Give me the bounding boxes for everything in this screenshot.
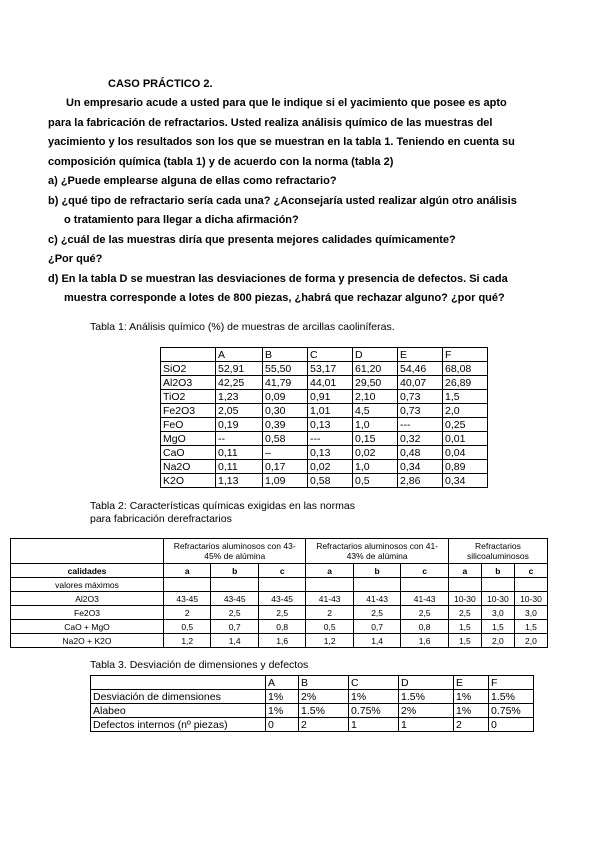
table2-value-cell: 0,8 [401, 620, 448, 634]
table1-header-cell: D [353, 348, 398, 362]
table2-quality-cell: b [481, 564, 514, 578]
table1-value-cell: 42,25 [216, 376, 263, 390]
table2-group-row [11, 539, 548, 564]
table2-value-cell: 10-30 [481, 592, 514, 606]
table1-compound-cell: Al2O3 [161, 376, 216, 390]
table1-row [161, 418, 488, 432]
table3-header-cell: A [266, 676, 299, 690]
table1-compound-cell: Na2O [161, 460, 216, 474]
table3-value-cell: 0 [266, 718, 299, 732]
table2-value-cell: 1,2 [164, 634, 211, 648]
table1-compound-cell: TiO2 [161, 390, 216, 404]
table1-value-cell: – [263, 446, 308, 460]
table1-compound-cell: SiO2 [161, 362, 216, 376]
table2-value-cell: 1,6 [258, 634, 305, 648]
table1-value-cell: 53,17 [308, 362, 353, 376]
case-statement [48, 94, 518, 309]
table2-empty-cell [353, 578, 400, 592]
table3-label-cell: Desviación de dimensiones [91, 690, 266, 704]
table3-value-cell: 2 [299, 718, 349, 732]
table2-empty-cell [481, 578, 514, 592]
table2-quality-cell: a [164, 564, 211, 578]
table3-header-cell: C [349, 676, 399, 690]
table1-value-cell: 2,10 [353, 390, 398, 404]
table2-value-cell: 3,0 [514, 606, 547, 620]
table1-value-cell: 2,86 [398, 474, 443, 488]
chemical-analysis-table [160, 347, 488, 488]
table1-value-cell: 44,01 [308, 376, 353, 390]
table1-value-cell: 55,50 [263, 362, 308, 376]
table2-value-cell: 0,5 [164, 620, 211, 634]
table2-group-header: Refractarios aluminosos con 43-45% de alúmina [164, 539, 306, 564]
table1-row [161, 376, 488, 390]
table3-header-cell: B [299, 676, 349, 690]
table2-value-cell: 43-45 [211, 592, 258, 606]
table2-group-header: Refractarios aluminosos con 41-43% de alúmina [306, 539, 448, 564]
table1-value-cell: 52,91 [216, 362, 263, 376]
table3-value-cell: 1% [454, 704, 489, 718]
table3-value-cell: 1.5% [399, 690, 454, 704]
table2-value-cell: 2,5 [448, 606, 481, 620]
table1-value-cell: 0,13 [308, 418, 353, 432]
table2-value-cell: 10-30 [514, 592, 547, 606]
table1-header-cell: C [308, 348, 353, 362]
table1-row [161, 474, 488, 488]
table2-subheader-row [11, 564, 548, 578]
question-c: c) ¿cuál de las muestras diría que presenta mejores calidades químicamente? [48, 233, 456, 246]
table1-value-cell: 0,02 [353, 446, 398, 460]
table3-row [91, 704, 534, 718]
table2-value-cell: 0,8 [258, 620, 305, 634]
table2-value-cell: 1,5 [514, 620, 547, 634]
table2-empty-cell [306, 578, 353, 592]
table1-value-cell: 2,05 [216, 404, 263, 418]
table2-quality-cell: c [514, 564, 547, 578]
table2-caption-line2: para fabricación derefractarios [90, 513, 232, 525]
table1-row [161, 460, 488, 474]
case-title: CASO PRÁCTICO 2. [108, 78, 213, 90]
table1-value-cell: 0,32 [398, 432, 443, 446]
table1-value-cell: --- [398, 418, 443, 432]
table3-value-cell: 2% [299, 690, 349, 704]
table1-value-cell: 26,89 [443, 376, 488, 390]
table2-compound-cell: Fe2O3 [11, 606, 164, 620]
table2-row [11, 620, 548, 634]
table1-value-cell: 1,09 [263, 474, 308, 488]
table1-value-cell: 0,48 [398, 446, 443, 460]
table3-header-cell: D [399, 676, 454, 690]
table1-value-cell: 4,5 [353, 404, 398, 418]
table2-caption-line1: Tabla 2: Características químicas exigidas en las normas [90, 500, 355, 512]
table1-value-cell: 0,02 [308, 460, 353, 474]
table1-value-cell: 54,46 [398, 362, 443, 376]
table1-value-cell: 1,5 [443, 390, 488, 404]
table1-value-cell: 0,01 [443, 432, 488, 446]
table2-value-cell: 2,5 [258, 606, 305, 620]
table1-value-cell: 0,30 [263, 404, 308, 418]
table3-caption: Tabla 3. Desviación de dimensiones y defectos [90, 659, 309, 671]
table2-compound-cell: Na2O + K2O [11, 634, 164, 648]
table1-value-cell: 0,73 [398, 390, 443, 404]
table1-value-cell: 1,0 [353, 418, 398, 432]
table3-header-cell: E [454, 676, 489, 690]
table3-value-cell: 1% [266, 704, 299, 718]
table1-value-cell: 2,0 [443, 404, 488, 418]
table1-value-cell: 0,58 [263, 432, 308, 446]
table1-compound-cell: FeO [161, 418, 216, 432]
table2-value-cell: 0,7 [211, 620, 258, 634]
table2-value-cell: 2 [164, 606, 211, 620]
table2-max-label: valores máximos [11, 578, 164, 592]
table1-compound-cell: Fe2O3 [161, 404, 216, 418]
table3-value-cell: 2% [399, 704, 454, 718]
table3-header-cell: F [489, 676, 534, 690]
table2-quality-cell: b [211, 564, 258, 578]
table2-calidades-label: calidades [11, 564, 164, 578]
table1-row [161, 404, 488, 418]
table2-value-cell: 43-45 [258, 592, 305, 606]
table2-group-header: Refractarios silicoaluminosos [448, 539, 547, 564]
table1-value-cell: 0,73 [398, 404, 443, 418]
table1-value-cell: 1,0 [353, 460, 398, 474]
table2-empty-cell [448, 578, 481, 592]
table1-value-cell: 0,11 [216, 446, 263, 460]
table3-label-cell: Alabeo [91, 704, 266, 718]
table2-value-cell: 2,0 [481, 634, 514, 648]
table2-value-cell: 1,4 [211, 634, 258, 648]
table1-value-cell: 0,39 [263, 418, 308, 432]
table3-value-cell: 1% [454, 690, 489, 704]
table2-quality-cell: a [306, 564, 353, 578]
table3-value-cell: 1% [266, 690, 299, 704]
table2-row [11, 634, 548, 648]
table1-row [161, 432, 488, 446]
norms-table [10, 538, 548, 648]
table2-value-cell: 1,5 [481, 620, 514, 634]
table1-value-cell: 0,11 [216, 460, 263, 474]
table2-value-cell: 1,5 [448, 620, 481, 634]
table1-row [161, 390, 488, 404]
table3-value-cell: 0.75% [349, 704, 399, 718]
table1-row [161, 362, 488, 376]
table1-value-cell: 0,5 [353, 474, 398, 488]
table1-value-cell: 0,13 [308, 446, 353, 460]
table1-value-cell: 41,79 [263, 376, 308, 390]
table2-empty-cell [401, 578, 448, 592]
table1-value-cell: 1,23 [216, 390, 263, 404]
intro-paragraph: Un empresario acude a usted para que le indique si el yacimiento que posee es apto para la fabricación de refractarios. Usted realiza análisis químico de las muestras del yacimiento y los resultados son los que se muestran en la tabla 1. Teniendo en cuenta su composición química (tabla 1) y de acuerdo con la norma (tabla 2) [48, 97, 515, 168]
table1-header-cell: A [216, 348, 263, 362]
table2-value-cell: 2 [306, 606, 353, 620]
table1-header-cell: B [263, 348, 308, 362]
table2-corner-cell [11, 539, 164, 564]
table2-value-cell: 41-43 [401, 592, 448, 606]
table3-value-cell: 1% [349, 690, 399, 704]
table2-max-row [11, 578, 548, 592]
table3-value-cell: 1 [399, 718, 454, 732]
table1-header-row [161, 348, 488, 362]
table2-value-cell: 3,0 [481, 606, 514, 620]
table2-row [11, 592, 548, 606]
table2-value-cell: 1,4 [353, 634, 400, 648]
table1-value-cell: 0,04 [443, 446, 488, 460]
table1-value-cell: 0,15 [353, 432, 398, 446]
table1-value-cell: 1,13 [216, 474, 263, 488]
table3-header-cell [91, 676, 266, 690]
table3-value-cell: 1.5% [489, 690, 534, 704]
table3-value-cell: 0.75% [489, 704, 534, 718]
table1-value-cell: 0,17 [263, 460, 308, 474]
table2-value-cell: 10-30 [448, 592, 481, 606]
table2-value-cell: 0,5 [306, 620, 353, 634]
question-a: a) ¿Puede emplearse alguna de ellas como refractario? [48, 175, 337, 187]
table2-value-cell: 1,2 [306, 634, 353, 648]
table1-value-cell: 0,91 [308, 390, 353, 404]
table3-row [91, 690, 534, 704]
table1-value-cell: 0,09 [263, 390, 308, 404]
table3-header-row [91, 676, 534, 690]
table1-value-cell: 40,07 [398, 376, 443, 390]
table2-quality-cell: a [448, 564, 481, 578]
table2-row [11, 606, 548, 620]
table2-value-cell: 41-43 [353, 592, 400, 606]
table1-value-cell: -- [216, 432, 263, 446]
table2-value-cell: 2,0 [514, 634, 547, 648]
table2-value-cell: 41-43 [306, 592, 353, 606]
table2-quality-cell: c [401, 564, 448, 578]
table1-value-cell: --- [308, 432, 353, 446]
table2-value-cell: 2,5 [401, 606, 448, 620]
table1-compound-cell: CaO [161, 446, 216, 460]
table2-value-cell: 1,5 [448, 634, 481, 648]
table1-value-cell: 0,25 [443, 418, 488, 432]
table3-value-cell: 1.5% [299, 704, 349, 718]
table1-header-cell: E [398, 348, 443, 362]
table1-value-cell: 0,89 [443, 460, 488, 474]
table2-value-cell: 0,7 [353, 620, 400, 634]
table1-value-cell: 29,50 [353, 376, 398, 390]
table2-empty-cell [211, 578, 258, 592]
question-c-why: ¿Por qué? [48, 253, 103, 265]
table3-value-cell: 1 [349, 718, 399, 732]
table2-quality-cell: b [353, 564, 400, 578]
table3-value-cell: 2 [454, 718, 489, 732]
table1-caption: Tabla 1: Análisis químico (%) de muestras de arcillas caoliníferas. [90, 321, 395, 333]
table1-compound-cell: K2O [161, 474, 216, 488]
table1-value-cell: 68,08 [443, 362, 488, 376]
table1-value-cell: 0,34 [443, 474, 488, 488]
table1-compound-cell: MgO [161, 432, 216, 446]
table3-value-cell: 0 [489, 718, 534, 732]
table2-value-cell: 2,5 [211, 606, 258, 620]
table2-compound-cell: Al2O3 [11, 592, 164, 606]
table2-compound-cell: CaO + MgO [11, 620, 164, 634]
question-d: d) En la tabla D se muestran las desviaciones de forma y presencia de defectos. Si cada muestra corresponde a lotes de 800 piezas, ¿habrá que rechazar alguno? ¿por qué? [48, 272, 508, 304]
table1-value-cell: 0,19 [216, 418, 263, 432]
table1-header-cell [161, 348, 216, 362]
table2-value-cell: 2,5 [353, 606, 400, 620]
table1-value-cell: 0,58 [308, 474, 353, 488]
table2-empty-cell [164, 578, 211, 592]
table1-header-cell: F [443, 348, 488, 362]
table1-value-cell: 0,34 [398, 460, 443, 474]
table2-empty-cell [514, 578, 547, 592]
question-b: b) ¿qué tipo de refractario sería cada una? ¿Aconsejaría usted realizar algún otro análisis o tratamiento para llegar a dicha afirmación? [48, 194, 517, 226]
table2-value-cell: 1,6 [401, 634, 448, 648]
table3-label-cell: Defectos internos (nº piezas) [91, 718, 266, 732]
table1-value-cell: 61,20 [353, 362, 398, 376]
table2-empty-cell [258, 578, 305, 592]
table2-quality-cell: c [258, 564, 305, 578]
table1-value-cell: 1,01 [308, 404, 353, 418]
table1-row [161, 446, 488, 460]
table3-row [91, 718, 534, 732]
table2-value-cell: 43-45 [164, 592, 211, 606]
defects-table [90, 675, 534, 732]
